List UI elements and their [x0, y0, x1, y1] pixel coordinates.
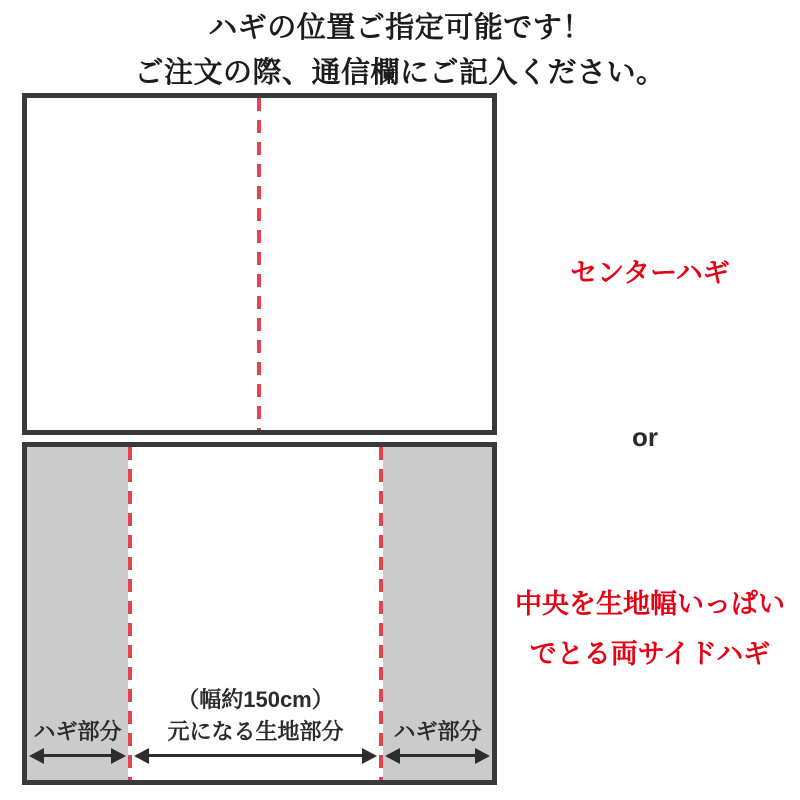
center-seam-dashed-line — [257, 98, 261, 430]
center-seam-diagram — [22, 93, 497, 435]
arrow-right-head-icon — [111, 748, 126, 764]
arrow-shaft — [32, 754, 123, 757]
center-seam-label: センターハギ — [570, 258, 730, 288]
side-seams-label-line2: でとる両サイドハギ — [529, 639, 771, 669]
header-subtitle: ご注文の際、通信欄にご記入ください。 — [134, 57, 666, 89]
center-width-note: （幅約150cm） — [177, 687, 334, 712]
left-seam-panel-label: ハギ部分 — [33, 719, 122, 744]
right-seam-panel-label: ハギ部分 — [393, 719, 482, 744]
center-panel-width-arrow — [134, 748, 377, 764]
arrow-right-head-icon — [362, 748, 377, 764]
side-seams-diagram — [22, 442, 497, 785]
arrow-shaft — [137, 754, 374, 757]
left-panel-width-arrow — [29, 748, 126, 764]
arrow-right-head-icon — [475, 748, 490, 764]
arrow-shaft — [388, 754, 487, 757]
header-title: ハギの位置ご指定可能です！ — [208, 12, 592, 44]
side-seams-label-line1: 中央を生地幅いっぱい — [515, 589, 785, 619]
or-separator: or — [632, 422, 658, 452]
side-seams-label — [500, 587, 800, 671]
center-panel-label: 元になる生地部分 — [167, 719, 344, 744]
right-panel-width-arrow — [385, 748, 490, 764]
